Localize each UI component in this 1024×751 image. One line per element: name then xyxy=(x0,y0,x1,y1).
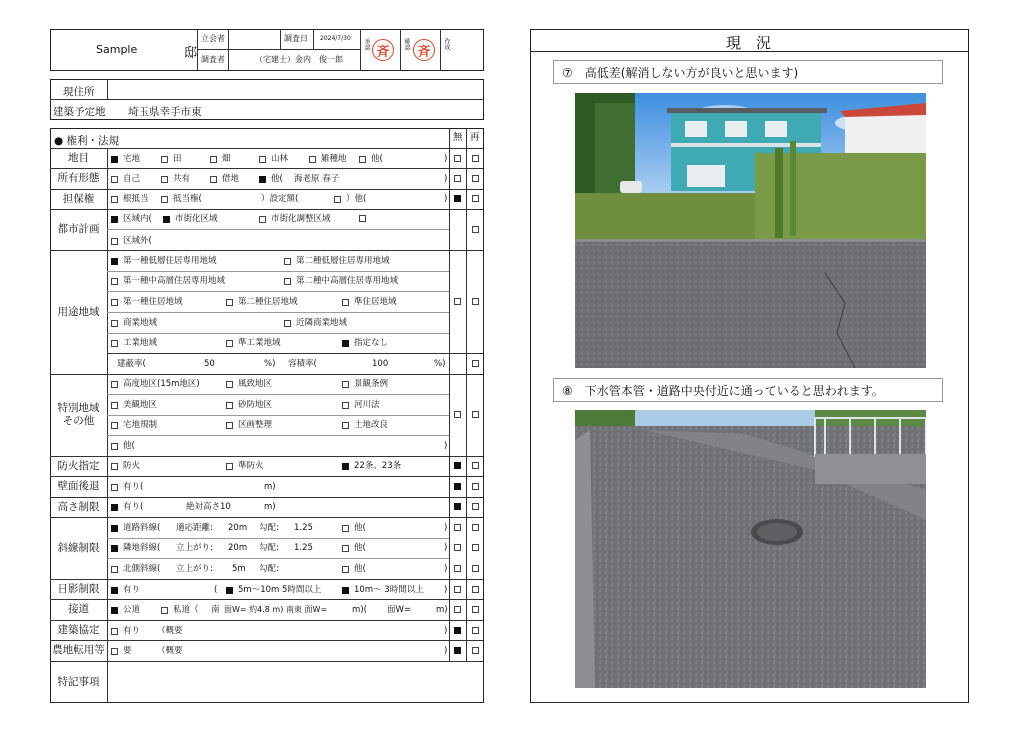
stamp-label-approve: 承認 xyxy=(363,38,370,50)
checkbox[interactable] xyxy=(342,402,349,409)
inner-line xyxy=(107,353,483,354)
yoto-item-6[interactable]: 第二種住居地域 xyxy=(226,298,298,307)
checkbox[interactable] xyxy=(259,156,266,163)
checkbox[interactable] xyxy=(161,176,168,183)
boka-22jo[interactable]: 22条、23条 xyxy=(342,462,401,471)
checkbox[interactable] xyxy=(111,381,118,388)
nichiei-ari[interactable]: 有り xyxy=(111,586,140,595)
shasen-none-1[interactable] xyxy=(454,524,461,531)
checkbox[interactable] xyxy=(111,238,118,245)
photo-height-difference xyxy=(575,93,926,368)
yoto-item-11[interactable]: 準工業地域 xyxy=(226,339,281,348)
chimoku-takuchi[interactable]: 宅地 xyxy=(111,155,140,164)
surveyor-value: （宅建士）金内 俊一郎 xyxy=(255,55,343,64)
hekimen-none-checkbox[interactable] xyxy=(454,483,461,490)
toshi-chosei[interactable]: 市街化調整区域 xyxy=(259,215,331,224)
checkbox[interactable] xyxy=(342,566,349,573)
photo-sewer xyxy=(575,410,926,688)
checkbox[interactable] xyxy=(226,299,233,306)
hekimen-re-checkbox[interactable] xyxy=(472,483,479,490)
chimoku-zasshuchi[interactable]: 雑種地 xyxy=(309,155,347,164)
row-line xyxy=(50,640,483,641)
nichiei-open: ( xyxy=(214,585,218,595)
yoto-item-2[interactable]: 第二種低層住居専用地域 xyxy=(284,257,390,266)
confirm-stamp: 斉 xyxy=(413,39,435,61)
kenchiku-none-checkbox[interactable] xyxy=(454,627,461,634)
nochi-close: ) xyxy=(444,646,448,656)
row-line xyxy=(50,189,483,190)
toku-item-6[interactable]: 河川法 xyxy=(342,401,380,410)
row-line xyxy=(50,579,483,580)
checkbox[interactable] xyxy=(226,381,233,388)
col-none-header: 無 xyxy=(453,132,463,143)
tanpo-none-checkbox[interactable] xyxy=(454,195,461,202)
checkbox[interactable] xyxy=(111,196,118,203)
boka-none-checkbox[interactable] xyxy=(454,462,461,469)
shasen-doro-other[interactable]: 他( xyxy=(342,524,366,533)
label-tanpo: 担保権 xyxy=(62,192,95,205)
checkbox[interactable] xyxy=(111,340,118,347)
checkbox[interactable] xyxy=(342,545,349,552)
boka-junboka[interactable]: 準防火 xyxy=(226,462,264,471)
chimoku-close: ) xyxy=(444,154,448,164)
checkbox[interactable] xyxy=(161,156,168,163)
chimoku-ta[interactable]: 田 xyxy=(161,155,182,164)
label-tokubetsu-1: 特別地域 xyxy=(57,402,100,415)
shasen-kita-a: 立上がり: xyxy=(176,564,213,574)
setsudo-m1: m)( xyxy=(352,605,367,615)
label-tokubetsu-2: その他 xyxy=(62,415,95,427)
setsudo-dir: 南 xyxy=(211,605,220,615)
shasen-doro-b: 20m xyxy=(228,523,248,533)
shoyu-jiko[interactable]: 自己 xyxy=(111,175,140,184)
checkbox[interactable] xyxy=(111,484,118,491)
photo-caption-1: ⑦ 高低差(解消しない方が良いと思います) xyxy=(553,60,943,84)
surveyor-label: 調査者 xyxy=(201,55,225,64)
row-line xyxy=(50,168,483,169)
tanpo-other[interactable]: ）他( xyxy=(334,195,366,204)
checkbox[interactable] xyxy=(111,258,118,265)
checkbox[interactable] xyxy=(342,422,349,429)
checkbox[interactable] xyxy=(359,156,366,163)
toku-re-checkbox[interactable] xyxy=(472,411,479,418)
survey-date: 2024/7/30 xyxy=(320,35,351,42)
planned-site-label: 建築予定地 xyxy=(53,106,106,118)
toshi-shigaika[interactable]: 市街化区域 xyxy=(163,215,218,224)
yoto-item-10[interactable]: 工業地域 xyxy=(111,339,157,348)
tanpo-re-checkbox[interactable] xyxy=(472,195,479,202)
label-toshi: 都市計画 xyxy=(57,223,100,236)
toshi-blank[interactable] xyxy=(359,215,371,222)
checkbox[interactable] xyxy=(111,422,118,429)
header-divider-v7 xyxy=(440,29,441,71)
header-divider-v6 xyxy=(400,29,401,71)
nichiei-re-checkbox[interactable] xyxy=(472,586,479,593)
shasen-close-1: ) xyxy=(444,523,448,533)
tanpo-netei[interactable]: 根抵当 xyxy=(111,195,149,204)
setsudo-kodo[interactable]: 公道 xyxy=(111,606,140,615)
checkbox[interactable] xyxy=(111,566,118,573)
shasen-doro[interactable]: 道路斜線( xyxy=(111,524,160,533)
toku-item-1[interactable]: 高度地区(15m地区) xyxy=(111,380,200,389)
toku-item-5[interactable]: 砂防地区 xyxy=(226,401,272,410)
shasen-rinchi-a: 立上がり: xyxy=(176,543,213,553)
chimoku-sanrin[interactable]: 山林 xyxy=(259,155,288,164)
takasa-ari[interactable]: 有り( xyxy=(111,503,143,512)
checkbox[interactable] xyxy=(284,320,291,327)
chimoku-re-checkbox[interactable] xyxy=(472,155,479,162)
checkbox[interactable] xyxy=(111,402,118,409)
shasen-rinchi-b: 20m xyxy=(228,543,248,553)
setsudo-re-checkbox[interactable] xyxy=(472,606,479,613)
shasen-rinchi-other[interactable]: 他( xyxy=(342,544,366,553)
takasa-none-checkbox[interactable] xyxy=(454,503,461,510)
address-divider-v xyxy=(107,79,108,99)
re-column-divider xyxy=(466,128,467,661)
kenpei-value: 50 xyxy=(204,359,215,369)
takasa-unit: m) xyxy=(264,502,276,512)
label-tokubetsu xyxy=(50,374,107,456)
label-shasen: 斜線制限 xyxy=(57,541,100,554)
label-shoyu: 所有形態 xyxy=(57,172,100,185)
inner-line xyxy=(107,394,449,395)
label-chimoku: 地目 xyxy=(68,151,89,164)
kenchiku-gaiyo: （概要 xyxy=(157,626,183,636)
chimoku-hata[interactable]: 畑 xyxy=(210,155,231,164)
yoto-item-4[interactable]: 第二種中高層住居専用地域 xyxy=(284,277,398,286)
checkbox[interactable] xyxy=(163,216,170,223)
header-divider-v2 xyxy=(228,29,229,71)
yoseki-label: 容積率( xyxy=(288,359,317,369)
takasa-re-checkbox[interactable] xyxy=(472,503,479,510)
setsudo-width: 面W= 約4.8 m) xyxy=(224,605,284,614)
hekimen-unit: m) xyxy=(264,482,276,492)
setsudo-rest: 南東 面W= xyxy=(286,605,328,614)
setsudo-w2: 面W= xyxy=(387,605,412,615)
shasen-kita-b: 5m xyxy=(232,564,246,574)
toku-item-4[interactable]: 美観地区 xyxy=(111,401,157,410)
row-line xyxy=(50,374,483,375)
label-hekimen: 壁面後退 xyxy=(57,480,100,493)
checkbox[interactable] xyxy=(342,381,349,388)
nochi-re-checkbox[interactable] xyxy=(472,647,479,654)
checkbox[interactable] xyxy=(111,463,118,470)
header-divider-h xyxy=(197,49,360,50)
toku-item-9[interactable]: 土地改良 xyxy=(342,421,388,430)
checkbox[interactable] xyxy=(259,216,266,223)
label-boka: 防火指定 xyxy=(57,459,100,472)
checkbox[interactable] xyxy=(111,216,118,223)
toku-none-checkbox[interactable] xyxy=(454,411,461,418)
planned-site-value: 埼玉県幸手市東 xyxy=(128,106,202,118)
shoyu-kyoyu[interactable]: 共有 xyxy=(161,175,190,184)
shoyu-other[interactable]: 他( 海老原 春子 xyxy=(259,175,339,184)
boka-re-checkbox[interactable] xyxy=(472,462,479,469)
inner-line xyxy=(107,333,449,334)
checkbox[interactable] xyxy=(226,422,233,429)
setsudo-none-checkbox[interactable] xyxy=(454,606,461,613)
shasen-close-3: ) xyxy=(444,564,448,574)
shasen-kita[interactable]: 北側斜線( xyxy=(111,565,160,574)
kenchiku-close: ) xyxy=(444,626,448,636)
toku-item-8[interactable]: 区画整理 xyxy=(226,421,272,430)
shasen-kita-other[interactable]: 他( xyxy=(342,565,366,574)
setsudo-shido[interactable]: 私道（ xyxy=(161,606,199,615)
checkbox[interactable] xyxy=(284,258,291,265)
row-line xyxy=(50,456,483,457)
chimoku-none-checkbox[interactable] xyxy=(454,155,461,162)
checkbox[interactable] xyxy=(161,196,168,203)
checkbox[interactable] xyxy=(111,525,118,532)
yoto-none-checkbox[interactable] xyxy=(454,298,461,305)
inner-line xyxy=(107,558,449,559)
hekimen-ari[interactable]: 有り( xyxy=(111,483,143,492)
yoseki-value: 100 xyxy=(372,359,389,369)
checkbox[interactable] xyxy=(309,156,316,163)
checkbox[interactable] xyxy=(210,176,217,183)
checkbox[interactable] xyxy=(111,176,118,183)
kenpei-label: 建蔽率( xyxy=(117,359,146,369)
checkbox[interactable] xyxy=(111,648,118,655)
kenchiku-ari[interactable]: 有り xyxy=(111,627,140,636)
kenpei-unit: %) xyxy=(264,359,276,369)
shoyu-shakuchi[interactable]: 借地 xyxy=(210,175,239,184)
yoto-item-1[interactable]: 第一種低層住居専用地域 xyxy=(111,257,217,266)
checkbox[interactable] xyxy=(226,463,233,470)
checkbox[interactable] xyxy=(111,545,118,552)
sample-label: Sample xyxy=(96,43,138,56)
shasen-doro-a: 適応距離: xyxy=(176,523,213,533)
checkbox[interactable] xyxy=(226,340,233,347)
checkbox[interactable] xyxy=(111,320,118,327)
checkbox[interactable] xyxy=(342,340,349,347)
toshi-kuikinai[interactable]: 区域内( xyxy=(111,215,152,224)
toshi-kuikigai[interactable]: 区域外( xyxy=(111,237,152,246)
photo-sewer-image xyxy=(575,410,926,688)
shasen-close-2: ) xyxy=(444,543,448,553)
toku-item-2[interactable]: 風致地区 xyxy=(226,380,272,389)
yoto-item-7[interactable]: 準住居地域 xyxy=(342,298,397,307)
kenchiku-re-checkbox[interactable] xyxy=(472,627,479,634)
row-line xyxy=(50,661,483,662)
checkbox[interactable] xyxy=(111,278,118,285)
checkbox[interactable] xyxy=(210,156,217,163)
checkbox[interactable] xyxy=(359,215,366,222)
shoyu-close: ) xyxy=(444,174,448,184)
shasen-re-1[interactable] xyxy=(472,524,479,531)
nochi-yo[interactable]: 要 xyxy=(111,647,132,656)
takasa-value: 絶対高さ10 xyxy=(186,502,231,512)
label-takasa: 高さ制限 xyxy=(57,500,100,513)
shasen-doro-c: 勾配: xyxy=(259,523,279,533)
yoto-re-checkbox[interactable] xyxy=(472,298,479,305)
checkbox[interactable] xyxy=(226,587,233,594)
nichiei-v2[interactable]: 10m～ 3時間以上 xyxy=(342,586,424,595)
shasen-re-2[interactable] xyxy=(472,544,479,551)
checkbox[interactable] xyxy=(111,299,118,306)
checkbox[interactable] xyxy=(161,607,168,614)
stamp-label-confirm: 確認 xyxy=(403,38,410,50)
photo-caption-2: ⑧ 下水管本管・道路中央付近に通っていると思われます。 xyxy=(553,378,943,402)
label-setsudo: 接道 xyxy=(68,603,89,616)
row-line xyxy=(50,599,483,600)
tanpo-settei: ）設定額( xyxy=(261,194,299,204)
checkbox[interactable] xyxy=(342,587,349,594)
current-address-label: 現住所 xyxy=(63,86,95,98)
checkbox[interactable] xyxy=(284,278,291,285)
inner-line xyxy=(107,312,449,313)
checkbox[interactable] xyxy=(342,463,349,470)
tei-label: 邸 xyxy=(184,46,198,61)
nochi-none-checkbox[interactable] xyxy=(454,647,461,654)
row-line xyxy=(50,476,483,477)
label-yoto: 用途地域 xyxy=(57,305,100,318)
shasen-re-3[interactable] xyxy=(472,565,479,572)
row-line xyxy=(50,620,483,621)
shasen-none-2[interactable] xyxy=(454,544,461,551)
checkbox[interactable] xyxy=(334,196,341,203)
checkbox[interactable] xyxy=(259,176,266,183)
inner-line xyxy=(107,435,449,436)
nichiei-v1[interactable]: 5m～10m 5時間以上 xyxy=(226,586,321,595)
shasen-none-3[interactable] xyxy=(454,565,461,572)
yoto-item-12[interactable]: 指定なし xyxy=(342,339,388,348)
checkbox[interactable] xyxy=(342,299,349,306)
shasen-rinchi-c: 勾配: xyxy=(259,543,279,553)
inner-line xyxy=(107,538,449,539)
row-line xyxy=(50,148,483,149)
chimoku-other[interactable]: 他( xyxy=(359,155,383,164)
inner-line xyxy=(107,415,449,416)
rights-title: ● 権利・法規 xyxy=(54,135,119,147)
yoto-item-9[interactable]: 近隣商業地域 xyxy=(284,319,347,328)
shasen-doro-d: 1.25 xyxy=(294,523,313,533)
label-nichiei: 日影制限 xyxy=(57,582,100,595)
tanpo-close: ) xyxy=(444,194,448,204)
inner-line xyxy=(107,229,449,230)
shasen-rinchi-d: 1.25 xyxy=(294,543,313,553)
yoto-item-8[interactable]: 商業地域 xyxy=(111,319,157,328)
address-divider-h xyxy=(50,99,484,100)
col-re-header: 再 xyxy=(470,132,480,143)
toku-item-3[interactable]: 景観条例 xyxy=(342,380,388,389)
approval-stamp: 斉 xyxy=(372,39,394,61)
toku-close: ) xyxy=(444,441,448,451)
photo-height-difference-image xyxy=(575,93,926,368)
checkbox[interactable] xyxy=(111,628,118,635)
nichiei-none-checkbox[interactable] xyxy=(454,586,461,593)
yoto-item-3[interactable]: 第一種中高層住居専用地域 xyxy=(111,277,225,286)
tanpo-teito[interactable]: 抵当権( xyxy=(161,195,202,204)
label-tokki: 特記事項 xyxy=(57,675,100,688)
checkbox[interactable] xyxy=(226,402,233,409)
label-kenchiku: 建築協定 xyxy=(57,623,100,636)
inner-line xyxy=(107,291,449,292)
shoyu-none-checkbox[interactable] xyxy=(454,175,461,182)
toku-item-10[interactable]: 他( xyxy=(111,442,135,451)
yoseki-unit: %) xyxy=(434,359,446,369)
inner-line xyxy=(107,271,449,272)
setsudo-m2: m) xyxy=(436,605,448,615)
kenpei-re-checkbox[interactable] xyxy=(472,360,479,367)
shasen-rinchi[interactable]: 隣地斜線( xyxy=(111,544,160,553)
witness-label: 立会者 xyxy=(201,34,225,43)
toshi-re-checkbox[interactable] xyxy=(472,226,479,233)
shasen-kita-c: 勾配: xyxy=(259,564,279,574)
checkbox[interactable] xyxy=(111,587,118,594)
row-line xyxy=(50,517,483,518)
yoto-item-5[interactable]: 第一種住居地域 xyxy=(111,298,183,307)
checkbox[interactable] xyxy=(342,525,349,532)
stamp-label-create: 作成 xyxy=(443,38,450,50)
header-divider-v4 xyxy=(313,29,314,49)
checkbox[interactable] xyxy=(111,443,118,450)
row-line xyxy=(50,250,483,251)
header-divider-v3 xyxy=(280,29,281,49)
checkbox[interactable] xyxy=(111,504,118,511)
shoyu-re-checkbox[interactable] xyxy=(472,175,479,182)
header-divider-v1 xyxy=(197,29,198,71)
nichiei-close: ) xyxy=(444,585,448,595)
label-nochi: 農地転用等 xyxy=(52,644,105,657)
header-divider-v5 xyxy=(360,29,361,71)
genkyo-title: 現 況 xyxy=(726,34,772,52)
boka-boka[interactable]: 防火 xyxy=(111,462,140,471)
nochi-gaiyo: （概要 xyxy=(157,646,183,656)
survey-date-label: 調査日 xyxy=(284,34,308,43)
checkbox[interactable] xyxy=(111,607,118,614)
row-line xyxy=(50,497,483,498)
row-line xyxy=(50,209,483,210)
checkbox[interactable] xyxy=(111,156,118,163)
none-column-divider xyxy=(449,128,450,661)
toku-item-7[interactable]: 宅地規制 xyxy=(111,421,157,430)
